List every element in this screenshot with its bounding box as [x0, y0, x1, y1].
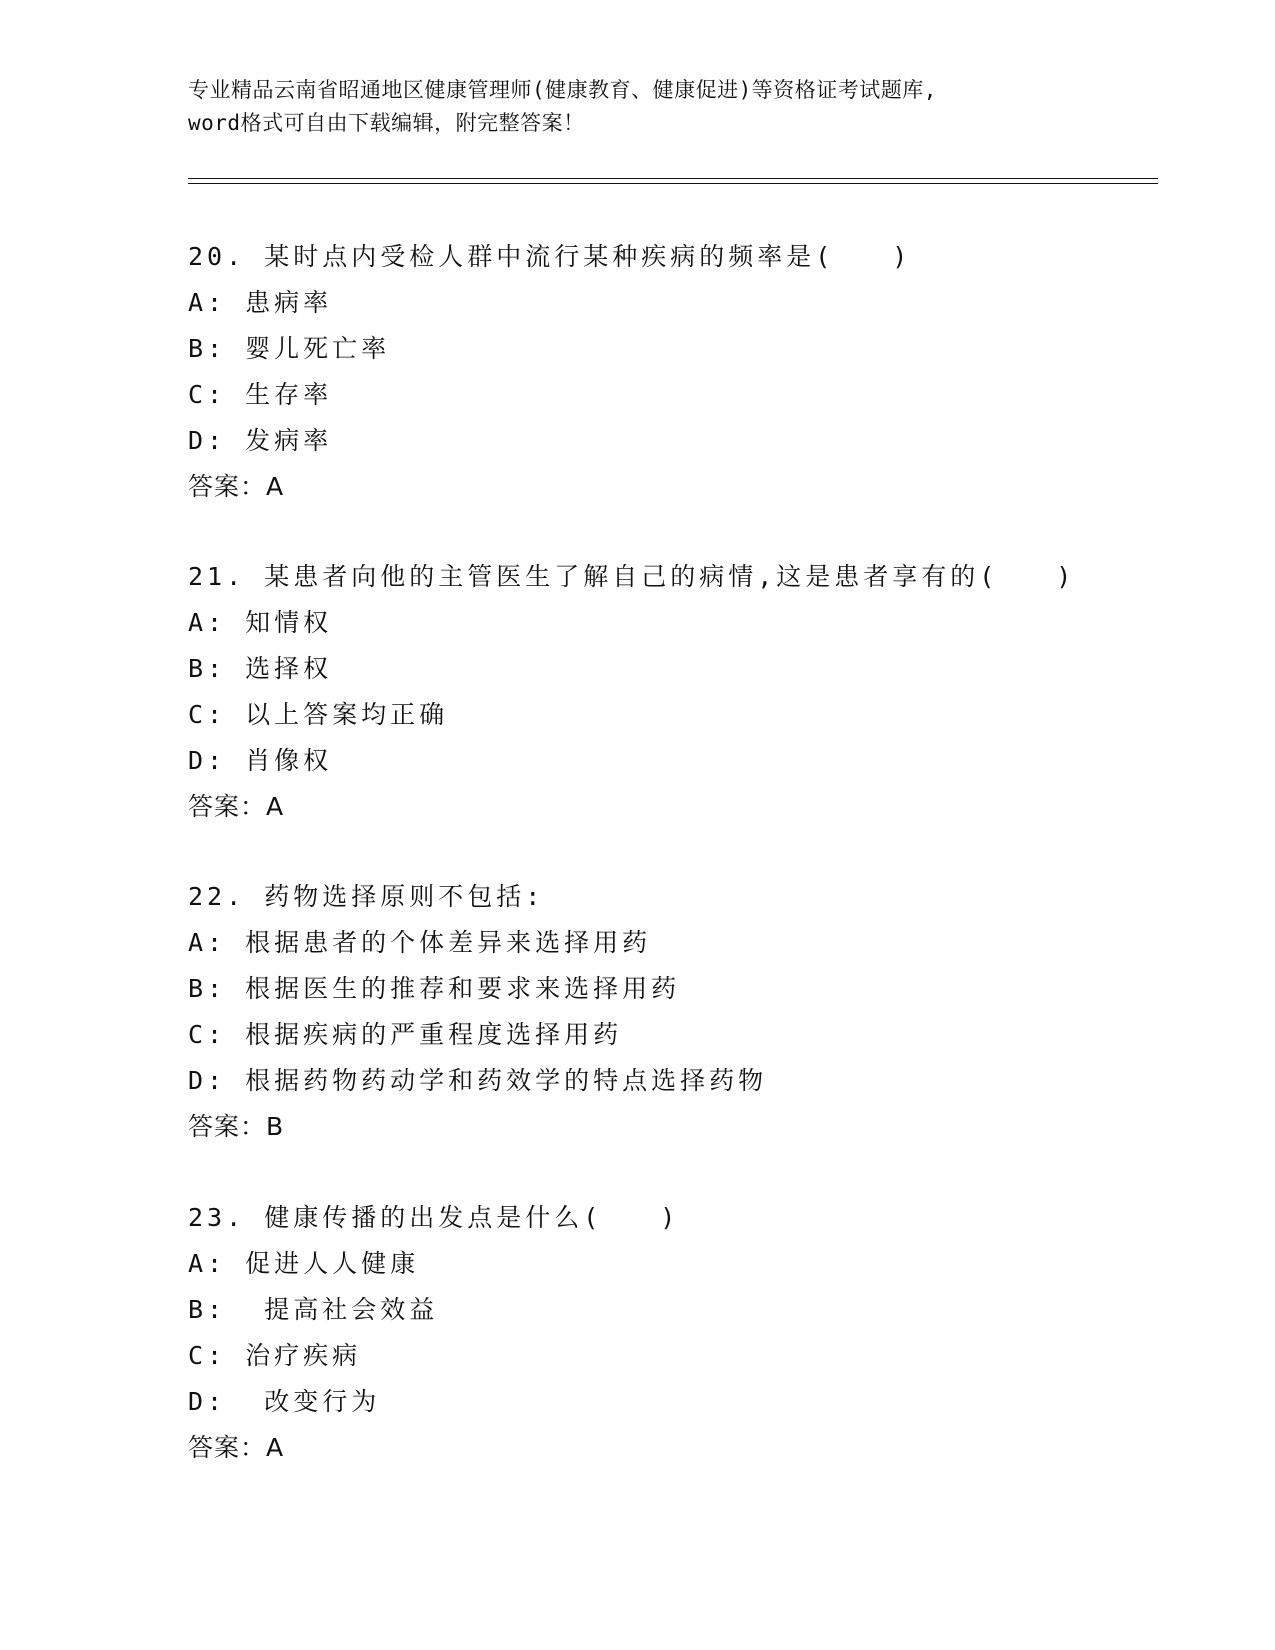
option-c: C: 治疗疾病 [188, 1341, 362, 1370]
answer-label: 答案：B [188, 1112, 285, 1141]
option-b: B: 根据医生的推荐和要求来选择用药 [188, 974, 681, 1003]
header-divider-top [188, 178, 1158, 179]
header-line-1: 专业精品云南省昭通地区健康管理师(健康教育、健康促进)等资格证考试题库, [188, 78, 937, 102]
option-b: B: 选择权 [188, 654, 333, 683]
option-c: C: 根据疾病的严重程度选择用药 [188, 1020, 623, 1049]
question-21 [188, 554, 1138, 830]
question-stem: 20. 某时点内受检人群中流行某种疾病的频率是( ) [188, 242, 912, 271]
option-b: B: 提高社会效益 [188, 1295, 439, 1324]
question-22 [188, 874, 1138, 1150]
option-a: A: 促进人人健康 [188, 1249, 420, 1278]
question-stem: 21. 某患者向他的主管医生了解自己的病情,这是患者享有的( ) [188, 562, 1076, 591]
option-c: C: 以上答案均正确 [188, 700, 449, 729]
answer-label: 答案：A [188, 792, 285, 821]
question-stem: 23. 健康传播的出发点是什么( ) [188, 1203, 680, 1232]
option-d: D: 肖像权 [188, 746, 333, 775]
option-a: A: 知情权 [188, 608, 333, 637]
question-20 [188, 234, 1138, 510]
header-divider-bottom [188, 183, 1158, 184]
document-header [188, 74, 1088, 140]
answer-label: 答案：A [188, 472, 285, 501]
header-line-2: word格式可自由下载编辑，附完整答案！ [188, 111, 585, 135]
option-d: D: 改变行为 [188, 1387, 381, 1416]
option-d: D: 发病率 [188, 426, 333, 455]
answer-label: 答案：A [188, 1433, 285, 1462]
option-c: C: 生存率 [188, 380, 333, 409]
question-stem: 22. 药物选择原则不包括: [188, 882, 545, 911]
option-b: B: 婴儿死亡率 [188, 334, 391, 363]
option-a: A: 患病率 [188, 288, 333, 317]
question-23 [188, 1195, 1138, 1471]
option-d: D: 根据药物药动学和药效学的特点选择药物 [188, 1066, 768, 1095]
option-a: A: 根据患者的个体差异来选择用药 [188, 928, 652, 957]
